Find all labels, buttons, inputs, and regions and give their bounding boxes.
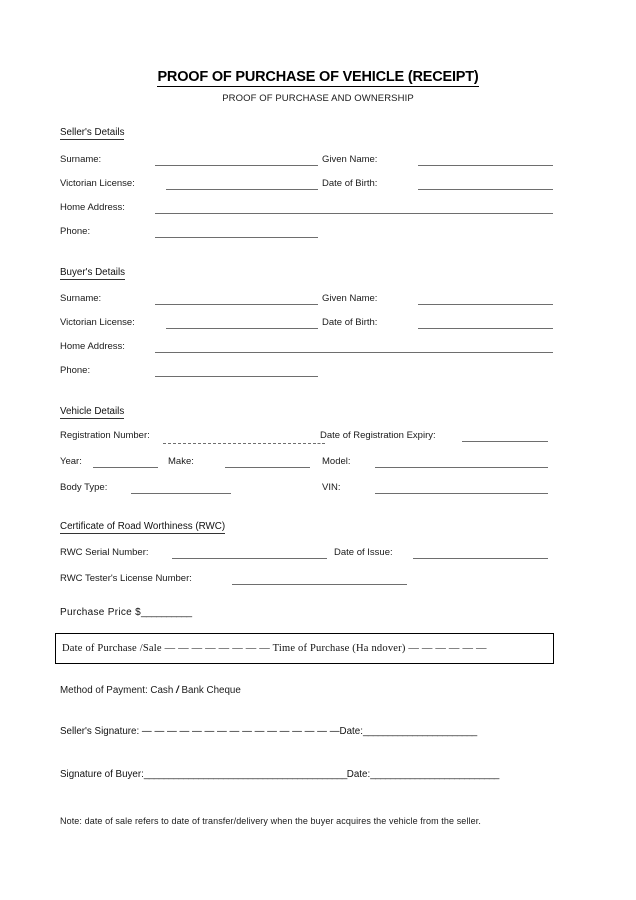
buyer-section-heading-text: Buyer's Details [60,267,126,278]
purchase-time-input[interactable]: — — — — — — [408,643,487,654]
vehicle-year-input[interactable] [93,467,158,468]
purchase-date-label: Date of Purchase /Sale [62,643,162,654]
purchase-price-row [60,608,192,618]
seller-address-label: Home Address: [60,202,125,213]
rwc-section-heading [60,522,225,532]
footer-note: Note: date of sale refers to date of transfer/delivery when the buyer acquires the vehicle from the seller. [60,816,481,826]
buyer-address-label: Home Address: [60,341,125,352]
seller-surname-label: Surname: [60,154,102,165]
buyer-signature-row [60,770,499,780]
vehicle-year-label: Year: [60,456,82,467]
seller-section-heading [60,128,124,138]
seller-dob-input[interactable] [418,189,553,190]
rwc-tester-license-label: RWC Tester's License Number: [60,573,192,584]
seller-signature-label: Seller's Signature: [60,726,142,737]
buyer-signature-label: Signature of Buyer: [60,769,144,780]
vehicle-make-input[interactable] [225,467,310,468]
buyer-address-input[interactable] [155,352,553,353]
seller-phone-label: Phone: [60,226,91,237]
buyer-dob-label: Date of Birth: [322,317,378,328]
buyer-phone-input[interactable] [155,376,318,377]
buyer-phone-label: Phone: [60,365,91,376]
payment-method-options[interactable]: Bank Cheque [178,685,241,696]
purchase-price-input[interactable]: __________ [140,607,192,618]
vehicle-registration-input-overflow[interactable] [313,443,325,444]
buyer-license-label: Victorian License: [60,317,135,328]
purchase-datetime-row [62,643,487,654]
seller-signature-input[interactable]: — — — — — — — — — — — — — — — — [141,726,340,737]
vehicle-model-label: Model: [322,456,351,467]
purchase-date-input[interactable]: — — — — — — — — [164,643,270,654]
vehicle-body-type-input[interactable] [131,493,231,494]
seller-section-heading-text: Seller's Details [60,127,125,138]
vehicle-vin-input[interactable] [375,493,548,494]
seller-license-label: Victorian License: [60,178,135,189]
vehicle-registration-label: Registration Number: [60,430,150,441]
seller-surname-input[interactable] [155,165,318,166]
vehicle-section-heading [60,407,124,417]
buyer-given-name-label: Given Name: [322,293,378,304]
buyer-signature-date-label: Date: [346,769,371,780]
seller-license-input[interactable] [166,189,318,190]
rwc-section-heading-text: Certificate of Road Worthiness (RWC) [60,521,226,532]
page-subtitle: PROOF OF PURCHASE AND OWNERSHIP [222,93,414,104]
seller-given-name-input[interactable] [418,165,553,166]
buyer-surname-input[interactable] [155,304,318,305]
rwc-date-of-issue-label: Date of Issue: [334,547,393,558]
page-title [0,70,636,85]
buyer-license-input[interactable] [166,328,318,329]
vehicle-registration-expiry-label: Date of Registration Expiry: [320,430,436,441]
rwc-date-of-issue-input[interactable] [413,558,548,559]
rwc-serial-input[interactable] [172,558,327,559]
purchase-price-label: Purchase Price $ [60,607,141,618]
seller-given-name-label: Given Name: [322,154,378,165]
buyer-signature-input[interactable]: _________________________________________ [143,769,347,780]
buyer-given-name-input[interactable] [418,304,553,305]
buyer-dob-input[interactable] [418,328,553,329]
seller-phone-input[interactable] [155,237,318,238]
buyer-surname-label: Surname: [60,293,102,304]
vehicle-vin-label: VIN: [322,482,341,493]
page-title-text: PROOF OF PURCHASE OF VEHICLE (RECEIPT) [157,69,479,85]
payment-method-separator: / [176,685,179,696]
rwc-tester-license-input[interactable] [232,584,407,585]
seller-signature-date-input[interactable]: _______________________ [362,726,477,737]
vehicle-registration-expiry-input[interactable] [462,441,548,442]
buyer-signature-date-input[interactable]: __________________________ [370,769,499,780]
seller-address-input[interactable] [155,213,553,214]
vehicle-registration-input[interactable] [163,443,311,444]
purchase-time-label: Time of Purchase (Ha ndover) [272,643,406,654]
buyer-section-heading [60,268,125,278]
vehicle-section-heading-text: Vehicle Details [60,406,125,417]
rwc-serial-label: RWC Serial Number: [60,547,149,558]
payment-method-row [60,686,241,696]
vehicle-make-label: Make: [168,456,194,467]
vehicle-body-type-label: Body Type: [60,482,108,493]
payment-method-label: Method of Payment: Cash [60,685,176,696]
seller-signature-row [60,727,477,737]
seller-signature-date-label: Date: [339,726,363,737]
seller-dob-label: Date of Birth: [322,178,378,189]
vehicle-model-input[interactable] [375,467,548,468]
